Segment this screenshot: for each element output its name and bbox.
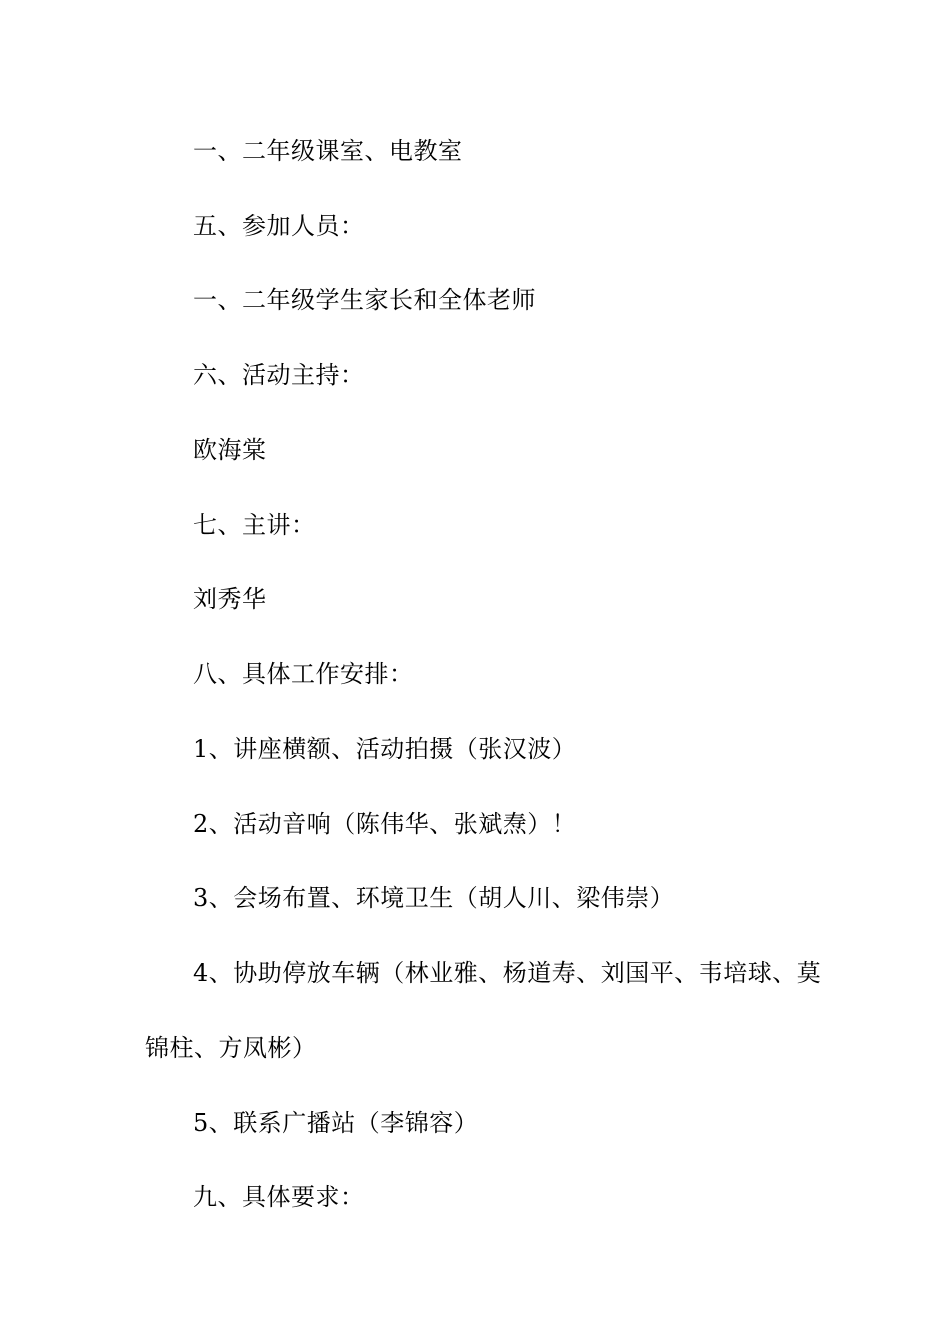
- heading-requirements: 九、具体要求：: [193, 1183, 365, 1211]
- heading-participants: 五、参加人员：: [193, 212, 365, 240]
- list-item-1: 1、讲座横额、活动拍摄（张汉波）: [193, 735, 577, 763]
- heading-host: 六、活动主持：: [193, 361, 365, 389]
- line-host: 欧海棠: [193, 436, 267, 464]
- list-item-3: 3、会场布置、环境卫生（胡人川、梁伟崇）: [193, 884, 675, 912]
- heading-speaker: 七、主讲：: [193, 511, 316, 539]
- line-speaker: 刘秀华: [193, 585, 267, 613]
- list-item-5: 5、联系广播站（李锦容）: [193, 1109, 479, 1137]
- line-participants: 一、二年级学生家长和全体老师: [193, 286, 536, 314]
- heading-work-arrangement: 八、具体工作安排：: [193, 660, 414, 688]
- list-item-4-continued: 锦柱、方凤彬）: [145, 1034, 317, 1062]
- list-item-2: 2、活动音响（陈伟华、张斌焘）！: [193, 810, 577, 838]
- line-venue: 一、二年级课室、电教室: [193, 137, 463, 165]
- list-item-4: 4、协助停放车辆（林业雅、杨道寿、刘国平、韦培球、莫: [193, 959, 822, 987]
